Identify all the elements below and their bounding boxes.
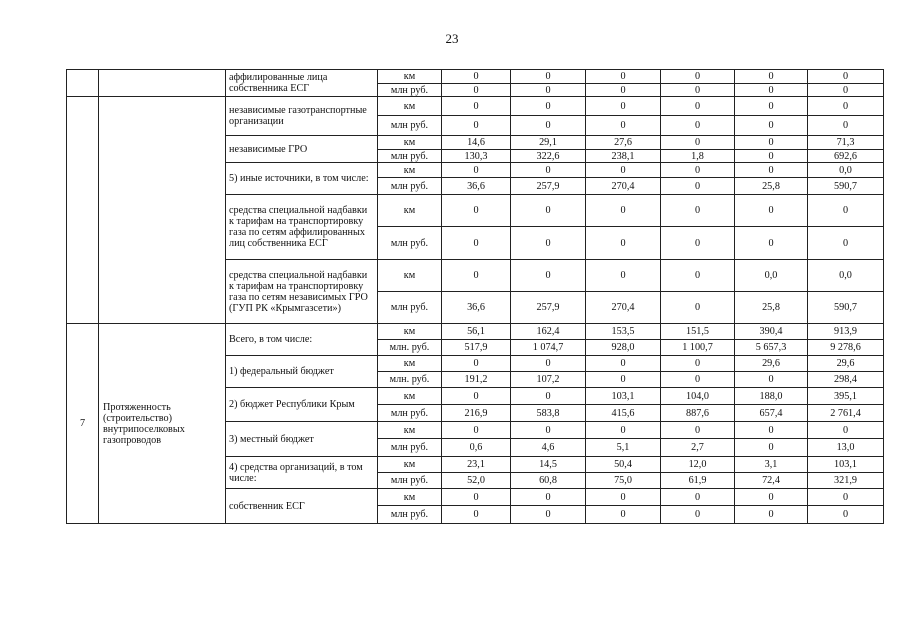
value-cell: 23,1 bbox=[442, 457, 511, 473]
total-value-cell: 71,3 bbox=[808, 136, 884, 150]
value-cell: 130,3 bbox=[442, 150, 511, 163]
page-number: 23 bbox=[445, 31, 459, 46]
source-label-cell: аффилированные лица собственника ЕСГ bbox=[226, 70, 378, 97]
value-cell: 56,1 bbox=[442, 324, 511, 340]
unit-cell: км bbox=[378, 422, 442, 439]
value-cell: 103,1 bbox=[586, 388, 661, 405]
value-cell: 107,2 bbox=[511, 372, 586, 388]
value-cell: 14,5 bbox=[511, 457, 586, 473]
total-value-cell: 0,0 bbox=[808, 163, 884, 178]
unit-cell: км bbox=[378, 260, 442, 292]
value-cell: 583,8 bbox=[511, 405, 586, 422]
value-cell: 657,4 bbox=[735, 405, 808, 422]
total-value-cell: 2 761,4 bbox=[808, 405, 884, 422]
value-cell: 0 bbox=[661, 195, 735, 227]
total-value-cell: 395,1 bbox=[808, 388, 884, 405]
value-cell: 36,6 bbox=[442, 292, 511, 324]
source-label-cell: 4) средства организаций, в том числе: bbox=[226, 457, 378, 489]
source-label-cell: собственник ЕСГ bbox=[226, 489, 378, 524]
unit-cell: км bbox=[378, 97, 442, 116]
value-cell: 151,5 bbox=[661, 324, 735, 340]
source-label-cell: средства специальной надбавки к тарифам на транспортировку газа по сетям независимых ГРО (ГУП РК «Крымгазсети») bbox=[226, 260, 378, 324]
source-label-cell: независимые газотранспортные организации bbox=[226, 97, 378, 136]
value-cell: 0 bbox=[442, 195, 511, 227]
value-cell: 12,0 bbox=[661, 457, 735, 473]
value-cell: 0 bbox=[586, 489, 661, 506]
total-value-cell: 0,0 bbox=[808, 260, 884, 292]
unit-cell: км bbox=[378, 70, 442, 84]
value-cell: 0 bbox=[661, 178, 735, 195]
value-cell: 0 bbox=[511, 227, 586, 260]
value-cell: 1,8 bbox=[661, 150, 735, 163]
unit-cell: млн руб. bbox=[378, 227, 442, 260]
total-value-cell: 13,0 bbox=[808, 439, 884, 457]
value-cell: 0 bbox=[661, 136, 735, 150]
value-cell: 0,6 bbox=[442, 439, 511, 457]
value-cell: 25,8 bbox=[735, 178, 808, 195]
value-cell: 27,6 bbox=[586, 136, 661, 150]
value-cell: 0 bbox=[586, 260, 661, 292]
value-cell: 0 bbox=[661, 260, 735, 292]
source-label-cell: 1) федеральный бюджет bbox=[226, 356, 378, 388]
total-value-cell: 0 bbox=[808, 70, 884, 84]
total-value-cell: 103,1 bbox=[808, 457, 884, 473]
value-cell: 0 bbox=[586, 163, 661, 178]
unit-cell: км bbox=[378, 388, 442, 405]
indicator-cell: Протяженность (строительство) внутрипоселковых газопроводов bbox=[99, 324, 226, 524]
value-cell: 0 bbox=[661, 97, 735, 116]
value-cell: 0 bbox=[735, 70, 808, 84]
value-cell: 61,9 bbox=[661, 473, 735, 489]
value-cell: 216,9 bbox=[442, 405, 511, 422]
value-cell: 517,9 bbox=[442, 340, 511, 356]
indicator-cell bbox=[99, 70, 226, 97]
table-row bbox=[67, 324, 884, 340]
value-cell: 0 bbox=[661, 506, 735, 524]
total-value-cell: 9 278,6 bbox=[808, 340, 884, 356]
value-cell: 270,4 bbox=[586, 178, 661, 195]
value-cell: 0 bbox=[442, 489, 511, 506]
value-cell: 0 bbox=[661, 227, 735, 260]
value-cell: 0 bbox=[661, 163, 735, 178]
total-value-cell: 0 bbox=[808, 84, 884, 97]
value-cell: 928,0 bbox=[586, 340, 661, 356]
unit-cell: км bbox=[378, 136, 442, 150]
source-label-cell: 3) местный бюджет bbox=[226, 422, 378, 457]
value-cell: 153,5 bbox=[586, 324, 661, 340]
value-cell: 0 bbox=[511, 195, 586, 227]
unit-cell: км bbox=[378, 324, 442, 340]
value-cell: 0 bbox=[442, 163, 511, 178]
value-cell: 0 bbox=[511, 97, 586, 116]
total-value-cell: 0 bbox=[808, 195, 884, 227]
unit-cell: млн руб. bbox=[378, 439, 442, 457]
source-label-cell: независимые ГРО bbox=[226, 136, 378, 163]
total-value-cell: 913,9 bbox=[808, 324, 884, 340]
value-cell: 25,8 bbox=[735, 292, 808, 324]
value-cell: 29,1 bbox=[511, 136, 586, 150]
table-row bbox=[67, 70, 884, 84]
value-cell: 0 bbox=[735, 439, 808, 457]
unit-cell: км bbox=[378, 195, 442, 227]
value-cell: 0 bbox=[442, 70, 511, 84]
value-cell: 0 bbox=[442, 356, 511, 372]
unit-cell: км bbox=[378, 163, 442, 178]
value-cell: 162,4 bbox=[511, 324, 586, 340]
value-cell: 0 bbox=[511, 70, 586, 84]
value-cell: 0 bbox=[661, 70, 735, 84]
unit-cell: млн руб. bbox=[378, 506, 442, 524]
value-cell: 5 657,3 bbox=[735, 340, 808, 356]
unit-cell: млн руб. bbox=[378, 84, 442, 97]
value-cell: 0 bbox=[586, 227, 661, 260]
total-value-cell: 0 bbox=[808, 227, 884, 260]
value-cell: 191,2 bbox=[442, 372, 511, 388]
value-cell: 0 bbox=[661, 489, 735, 506]
unit-cell: млн руб. bbox=[378, 116, 442, 136]
unit-cell: км bbox=[378, 457, 442, 473]
value-cell: 0 bbox=[661, 422, 735, 439]
value-cell: 50,4 bbox=[586, 457, 661, 473]
value-cell: 52,0 bbox=[442, 473, 511, 489]
unit-cell: млн руб. bbox=[378, 405, 442, 422]
value-cell: 0 bbox=[442, 260, 511, 292]
value-cell: 0 bbox=[442, 227, 511, 260]
row-index-cell bbox=[67, 97, 99, 324]
total-value-cell: 321,9 bbox=[808, 473, 884, 489]
value-cell: 0 bbox=[442, 84, 511, 97]
value-cell: 0 bbox=[442, 388, 511, 405]
value-cell: 0 bbox=[735, 506, 808, 524]
unit-cell: млн. руб. bbox=[378, 340, 442, 356]
value-cell: 0 bbox=[661, 356, 735, 372]
value-cell: 0 bbox=[511, 356, 586, 372]
value-cell: 0 bbox=[735, 150, 808, 163]
value-cell: 0 bbox=[511, 116, 586, 136]
unit-cell: млн руб. bbox=[378, 178, 442, 195]
total-value-cell: 298,4 bbox=[808, 372, 884, 388]
value-cell: 0 bbox=[586, 84, 661, 97]
value-cell: 104,0 bbox=[661, 388, 735, 405]
total-value-cell: 0 bbox=[808, 489, 884, 506]
value-cell: 0 bbox=[442, 506, 511, 524]
value-cell: 0 bbox=[442, 422, 511, 439]
value-cell: 1 074,7 bbox=[511, 340, 586, 356]
source-label-cell: 2) бюджет Республики Крым bbox=[226, 388, 378, 422]
value-cell: 36,6 bbox=[442, 178, 511, 195]
value-cell: 0 bbox=[735, 422, 808, 439]
value-cell: 238,1 bbox=[586, 150, 661, 163]
total-value-cell: 590,7 bbox=[808, 178, 884, 195]
value-cell: 415,6 bbox=[586, 405, 661, 422]
value-cell: 4,6 bbox=[511, 439, 586, 457]
value-cell: 0 bbox=[735, 372, 808, 388]
value-cell: 0 bbox=[586, 97, 661, 116]
value-cell: 0 bbox=[586, 506, 661, 524]
indicator-cell bbox=[99, 97, 226, 324]
value-cell: 270,4 bbox=[586, 292, 661, 324]
unit-cell: км bbox=[378, 489, 442, 506]
source-label-cell: средства специальной надбавки к тарифам на транспортировку газа по сетям аффилированных лиц собственника ЕСГ bbox=[226, 195, 378, 260]
value-cell: 0 bbox=[511, 260, 586, 292]
value-cell: 0 bbox=[661, 84, 735, 97]
value-cell: 188,0 bbox=[735, 388, 808, 405]
value-cell: 75,0 bbox=[586, 473, 661, 489]
budget-table bbox=[66, 69, 884, 524]
value-cell: 390,4 bbox=[735, 324, 808, 340]
unit-cell: км bbox=[378, 356, 442, 372]
value-cell: 0 bbox=[442, 97, 511, 116]
value-cell: 72,4 bbox=[735, 473, 808, 489]
total-value-cell: 692,6 bbox=[808, 150, 884, 163]
value-cell: 29,6 bbox=[735, 356, 808, 372]
unit-cell: млн руб. bbox=[378, 473, 442, 489]
value-cell: 0 bbox=[586, 422, 661, 439]
source-label-cell: Всего, в том числе: bbox=[226, 324, 378, 356]
value-cell: 0 bbox=[511, 422, 586, 439]
total-value-cell: 0 bbox=[808, 97, 884, 116]
source-label-cell: 5) иные источники, в том числе: bbox=[226, 163, 378, 195]
value-cell: 0 bbox=[735, 195, 808, 227]
value-cell: 0,0 bbox=[735, 260, 808, 292]
value-cell: 887,6 bbox=[661, 405, 735, 422]
value-cell: 0 bbox=[511, 388, 586, 405]
value-cell: 0 bbox=[735, 84, 808, 97]
value-cell: 0 bbox=[511, 506, 586, 524]
row-index-cell: 7 bbox=[67, 324, 99, 524]
total-value-cell: 0 bbox=[808, 506, 884, 524]
value-cell: 3,1 bbox=[735, 457, 808, 473]
value-cell: 257,9 bbox=[511, 178, 586, 195]
value-cell: 0 bbox=[735, 97, 808, 116]
value-cell: 0 bbox=[586, 195, 661, 227]
value-cell: 0 bbox=[735, 163, 808, 178]
value-cell: 2,7 bbox=[661, 439, 735, 457]
unit-cell: млн. руб. bbox=[378, 372, 442, 388]
value-cell: 0 bbox=[511, 489, 586, 506]
value-cell: 0 bbox=[586, 356, 661, 372]
value-cell: 0 bbox=[661, 292, 735, 324]
table-row bbox=[67, 97, 884, 116]
value-cell: 1 100,7 bbox=[661, 340, 735, 356]
row-index-cell bbox=[67, 70, 99, 97]
value-cell: 0 bbox=[735, 227, 808, 260]
value-cell: 0 bbox=[511, 163, 586, 178]
value-cell: 257,9 bbox=[511, 292, 586, 324]
value-cell: 0 bbox=[661, 372, 735, 388]
unit-cell: млн руб. bbox=[378, 292, 442, 324]
value-cell: 14,6 bbox=[442, 136, 511, 150]
total-value-cell: 0 bbox=[808, 422, 884, 439]
value-cell: 0 bbox=[586, 372, 661, 388]
value-cell: 60,8 bbox=[511, 473, 586, 489]
total-value-cell: 0 bbox=[808, 116, 884, 136]
value-cell: 5,1 bbox=[586, 439, 661, 457]
value-cell: 0 bbox=[586, 70, 661, 84]
value-cell: 0 bbox=[511, 84, 586, 97]
value-cell: 0 bbox=[586, 116, 661, 136]
value-cell: 0 bbox=[735, 136, 808, 150]
total-value-cell: 590,7 bbox=[808, 292, 884, 324]
value-cell: 0 bbox=[661, 116, 735, 136]
value-cell: 322,6 bbox=[511, 150, 586, 163]
unit-cell: млн руб. bbox=[378, 150, 442, 163]
value-cell: 0 bbox=[735, 116, 808, 136]
value-cell: 0 bbox=[735, 489, 808, 506]
value-cell: 0 bbox=[442, 116, 511, 136]
total-value-cell: 29,6 bbox=[808, 356, 884, 372]
